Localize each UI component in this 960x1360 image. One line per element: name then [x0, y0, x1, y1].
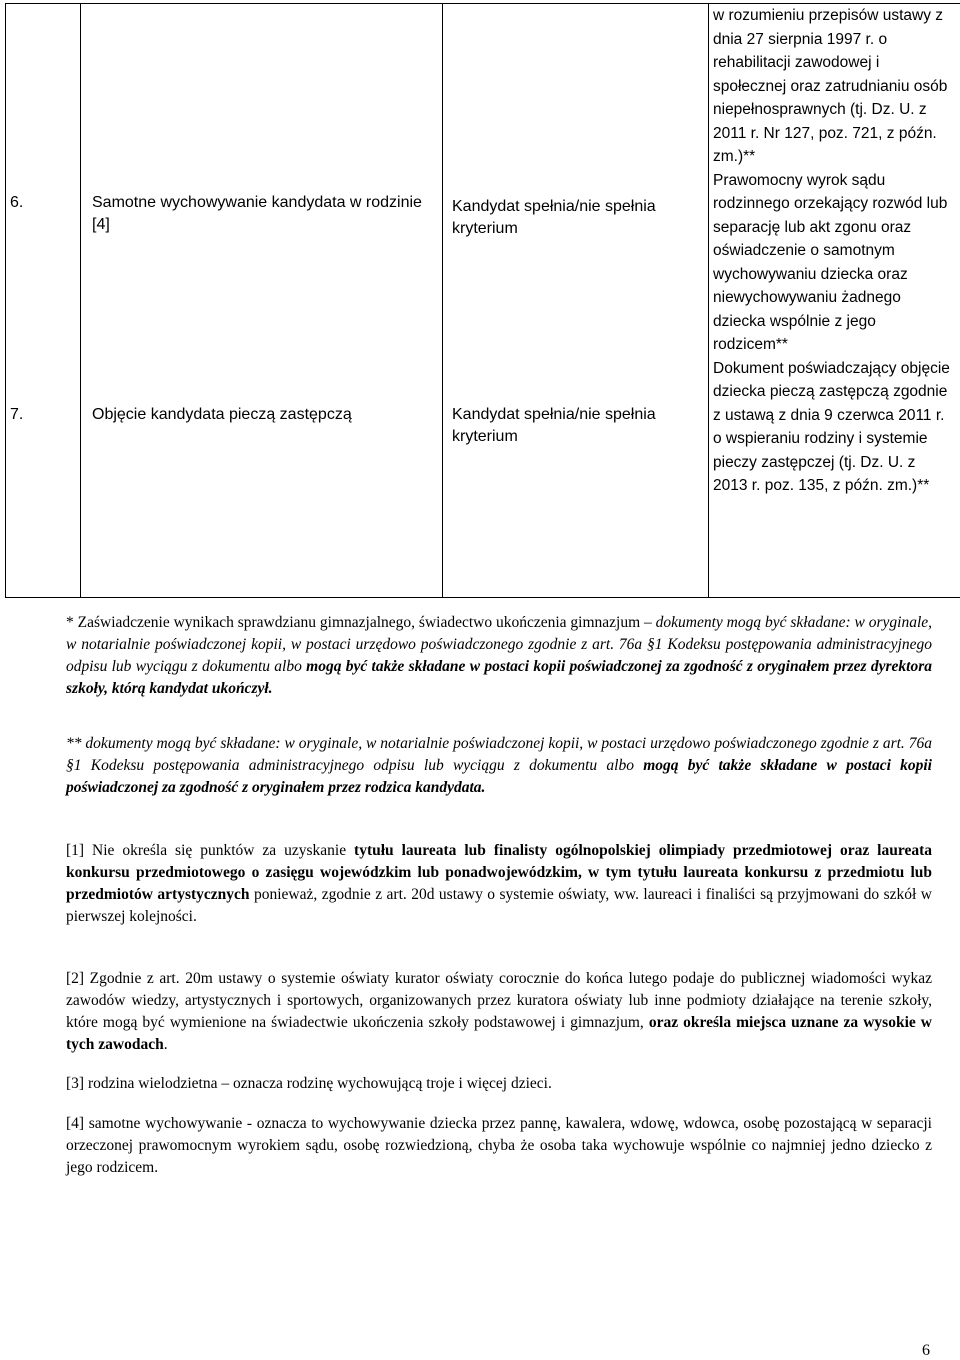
footnote-3: [3] rodzina wielodzietna – oznacza rodzinę wychowującą troje i więcej dzieci.	[66, 1073, 932, 1095]
note-double-star-bold: mogą być także składane w postaci kopii poświadczonej za zgodność z oryginałem przez rodzica kandydata.	[66, 757, 932, 796]
footnote-1	[66, 840, 932, 928]
footnote-4: [4] samotne wychowywanie - oznacza to wychowywanie dziecka przez pannę, kawalera, wdowę, wdowca, osobę pozostającą w separacji orzeczonej prawomocnym wyrokiem sądu, osobę rozwiedzioną, chyba że osoba taka wychowuje wspólnie co najmniej jedno dziecko z jego rodzicem.	[66, 1113, 932, 1179]
note-star-bold: mogą być także składane w postaci kopii poświadczonej za zgodność z oryginałem przez dyrektora szkoły, którą kandydat ukończył.	[66, 658, 932, 697]
document-court-ruling: Prawomocny wyrok sądu rodzinnego orzekający rozwód lub separację lub akt zgonu oraz oświadczenie o samotnym wychowywaniu dziecka oraz niewychowywaniu żadnego dziecka wspólnie z jego rodzicem**	[713, 169, 953, 357]
row-criterion: Kandydat spełnia/nie spełnia kryterium	[452, 404, 702, 448]
note-double-star	[66, 733, 932, 799]
document-disability-law: w rozumieniu przepisów ustawy z dnia 27 sierpnia 1997 r. o rehabilitacji zawodowej i społecznej oraz zatrudnianiu osób niepełnosprawnych (tj. Dz. U. z 2011 r. Nr 127, poz. 721, z późn. zm.)**	[713, 4, 953, 169]
page-number: 6	[922, 1342, 930, 1360]
criterion-rule-column	[443, 4, 709, 598]
footnote-1-tail: ponieważ, zgodnie z art. 20d ustawy o systemie oświaty, ww. laureaci i finaliści są przyjmowani do szkół w pierwszej kolejności.	[66, 886, 932, 925]
footnote-1-lead: [1] Nie określa się punktów za uzyskanie	[66, 842, 354, 859]
note-double-star-italic: ** dokumenty mogą być składane: w oryginale, w notarialnie poświadczonej kopii, w postaci urzędowo poświadczonego zgodnie z art. 76a §1 Kodeksu postępowania administracyjnego odpisu lub wyciągu z dokumentu albo	[66, 735, 932, 774]
footnote-1-bold: tytułu laureata lub finalisty ogólnopolskiej olimpiady przedmiotowej oraz laureata konkursu przedmiotowego o zasięgu wojewódzkim lub ponadwojewódzkim, w tym tytułu laureata konkursu z przedmiotu lub przedmiotów artystycznych	[66, 842, 932, 903]
footnote-2	[66, 968, 932, 1056]
row-label: Samotne wychowywanie kandydata w rodzinie [4]	[92, 192, 432, 236]
row-label: Objęcie kandydata pieczą zastępczą	[92, 404, 432, 426]
number-column	[6, 4, 81, 598]
footnote-2-bold: oraz określa miejsca uznane za wysokie w tych zawodach	[66, 1014, 932, 1053]
note-star-lead: * Zaświadczenie wynikach sprawdzianu gimnazjalnego, świadectwo ukończenia gimnazjum	[66, 614, 640, 631]
note-star-italic: dokumenty mogą być składane: w oryginale, w notarialnie poświadczonej kopii, w postaci urzędowo poświadczonego zgodnie z art. 76a §1 Kodeksu postępowania administracyjnego odpisu lub wyciągu z dokumentu albo	[66, 614, 932, 675]
document-foster-care: Dokument poświadczający objęcie dziecka pieczą zastępczą zgodnie z ustawą z dnia 9 czerwca 2011 r. o wspieraniu rodziny i systemie pieczy zastępczej (tj. Dz. U. z 2013 r. poz. 135, z późn. zm.)**	[713, 357, 953, 498]
footnote-2-tail: .	[164, 1036, 168, 1053]
row-criterion: Kandydat spełnia/nie spełnia kryterium	[452, 196, 702, 240]
note-star: * Zaświadczenie wynikach sprawdzianu gimnazjalnego, świadectwo ukończenia gimnazjum – dokumenty mogą być składane: w oryginale, w notarialnie poświadczonej kopii, w postaci urzędowo poświadczonego zgodnie z art. 76a §1 Kodeksu postępowania administracyjnego odpisu lub wyciągu z dokumentu albo mogą być także składane w postaci kopii poświadczonej za zgodność z oryginałem przez dyrektora szkoły, którą kandydat ukończył.	[66, 612, 932, 700]
row-number: 6.	[10, 192, 23, 214]
documents-cell-text	[713, 4, 953, 498]
criterion-name-column	[81, 4, 443, 598]
row-number: 7.	[10, 404, 23, 426]
footnote-2-lead: [2] Zgodnie z art. 20m ustawy o systemie oświaty kurator oświaty corocznie do końca lutego podaje do publicznej wiadomości wykaz zawodów wiedzy, artystycznych i sportowych, organizowanych przez kuratora oświaty lub inne podmioty działające na terenie szkoły, które mogą być wymienione na świadectwie ukończenia szkoły podstawowej i gimnazjum,	[66, 970, 932, 1031]
